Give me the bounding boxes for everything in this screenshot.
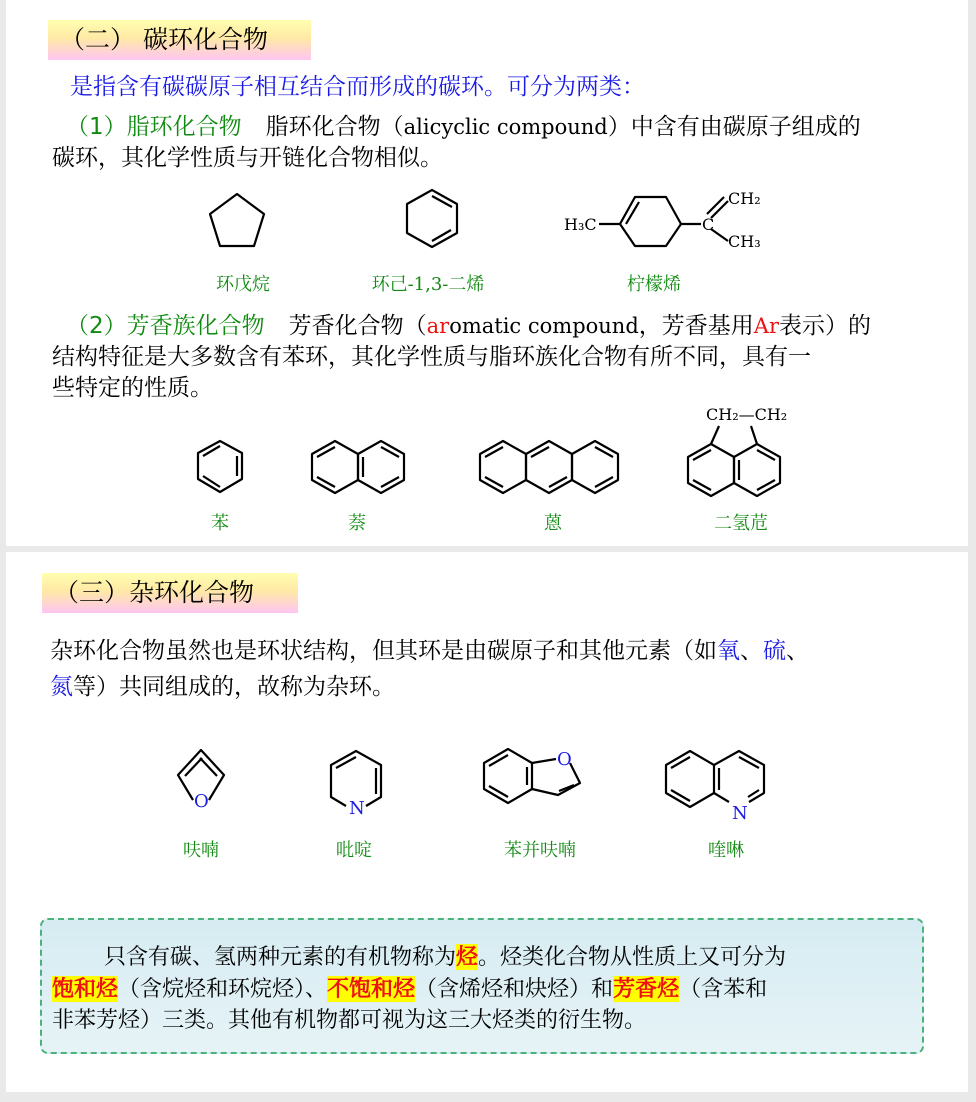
- caption-quinoline: 喹啉: [708, 840, 744, 861]
- benzofuran-oxygen: O: [557, 749, 572, 770]
- note-text: （含烯烃和炔烃）和: [415, 977, 614, 1002]
- section-title-heterocyclic: （三）杂环化合物: [42, 573, 298, 613]
- caption-naphthalene: 萘: [348, 513, 366, 534]
- element-oxygen: 氧: [717, 638, 740, 664]
- heterocyclic-line1: [50, 636, 809, 667]
- alicyclic-text1: 脂环化合物（: [265, 114, 404, 140]
- furan-structure: [173, 745, 229, 811]
- caption-benzofuran: 苯并呋喃: [504, 840, 576, 861]
- note-text: 只含有碳、氢两种元素的有机物称为: [104, 945, 457, 970]
- note-line2: [52, 974, 767, 1005]
- aromatic-label: （2）芳香族化合物: [66, 313, 265, 339]
- caption-cyclopentane: 环戊烷: [216, 274, 270, 295]
- cyclopentane-structure: [205, 190, 269, 252]
- caption-cyclohexadiene: 环己-1,3-二烯: [371, 274, 485, 295]
- caption-anthracene: 蒽: [544, 513, 562, 534]
- pyridine-nitrogen: N: [349, 798, 365, 819]
- caption-benzene: 苯: [211, 513, 229, 534]
- furan-oxygen: O: [194, 791, 209, 812]
- note-text: （含苯和: [679, 977, 768, 1002]
- acenaphthene-label: CH₂—CH₂: [706, 405, 788, 424]
- anthracene-structure: [476, 437, 622, 497]
- heterocyclic-text-end: 等）共同组成的，故称为杂环。: [73, 674, 395, 700]
- limonene-h3c: H₃C: [564, 215, 597, 234]
- limonene-ch2: CH₂: [728, 189, 761, 208]
- keyword-aromatic: 芳香烃: [613, 976, 680, 1002]
- aromatic-en-red2: Ar: [753, 314, 779, 338]
- naphthalene-structure: [308, 437, 408, 497]
- limonene-structure: [560, 185, 770, 260]
- keyword-hydrocarbon: 烃: [456, 944, 479, 970]
- alicyclic-english: alicyclic compound: [403, 115, 608, 139]
- alicyclic-label: （1）脂环化合物: [66, 114, 242, 140]
- heterocyclic-line2: [50, 672, 395, 703]
- aromatic-text3: 表示）的: [779, 313, 871, 339]
- heterocyclic-text: 杂环化合物虽然也是环状结构，但其环是由碳原子和其他元素（如: [50, 638, 717, 664]
- separator: 、: [786, 638, 809, 664]
- keyword-unsaturated: 不饱和烃: [327, 976, 416, 1002]
- caption-acenaphthene: 二氢苊: [714, 513, 768, 534]
- note-text: 。烃类化合物从性质上又可分为: [478, 945, 787, 970]
- benzofuran-structure: [480, 745, 586, 805]
- cyclohexadiene-structure: [403, 186, 461, 252]
- alicyclic-line1: [66, 112, 861, 143]
- quinoline-nitrogen: N: [732, 803, 748, 824]
- quinoline-structure: [662, 745, 774, 823]
- pyridine-structure: [327, 745, 385, 817]
- element-sulfur: 硫: [763, 638, 786, 664]
- aromatic-line2: 结构特征是大多数含有苯环，其化学性质与脂环族化合物有所不同，具有一: [52, 344, 811, 370]
- aromatic-en-rest: omatic compound: [449, 314, 639, 338]
- section-title-carbocyclic: （二） 碳环化合物: [48, 20, 311, 60]
- alicyclic-text2: ）中含有由碳原子组成的: [607, 114, 861, 140]
- caption-limonene: 柠檬烯: [627, 274, 681, 295]
- benzene-structure: [194, 437, 246, 497]
- aromatic-line1: [66, 311, 871, 342]
- note-line1: [104, 942, 786, 973]
- note-line3: 非苯芳烃）三类。其他有机物都可视为这三大烃类的衍生物。: [52, 1008, 647, 1033]
- separator: 、: [740, 638, 763, 664]
- aromatic-line3: 些特定的性质。: [52, 375, 213, 401]
- carbocyclic-intro: 是指含有碳碳原子相互结合而形成的碳环。可分为两类：: [70, 74, 645, 100]
- aromatic-text1: 芳香化合物（: [288, 313, 427, 339]
- aromatic-en-red1: ar: [426, 314, 450, 338]
- alicyclic-line2: 碳环，其化学性质与开链化合物相似。: [52, 145, 443, 171]
- summary-note-box: [40, 918, 924, 1054]
- element-nitrogen: 氮: [50, 674, 73, 700]
- caption-furan: 呋喃: [183, 840, 219, 861]
- limonene-ch3: CH₃: [728, 232, 761, 251]
- acenaphthene-structure: [684, 400, 794, 500]
- keyword-saturated: 饱和烃: [52, 976, 119, 1002]
- note-text: （含烷烃和环烷烃）、: [118, 977, 328, 1002]
- caption-pyridine: 吡啶: [336, 840, 372, 861]
- limonene-c: C: [702, 215, 715, 234]
- aromatic-text2: ，芳香基用: [638, 313, 754, 339]
